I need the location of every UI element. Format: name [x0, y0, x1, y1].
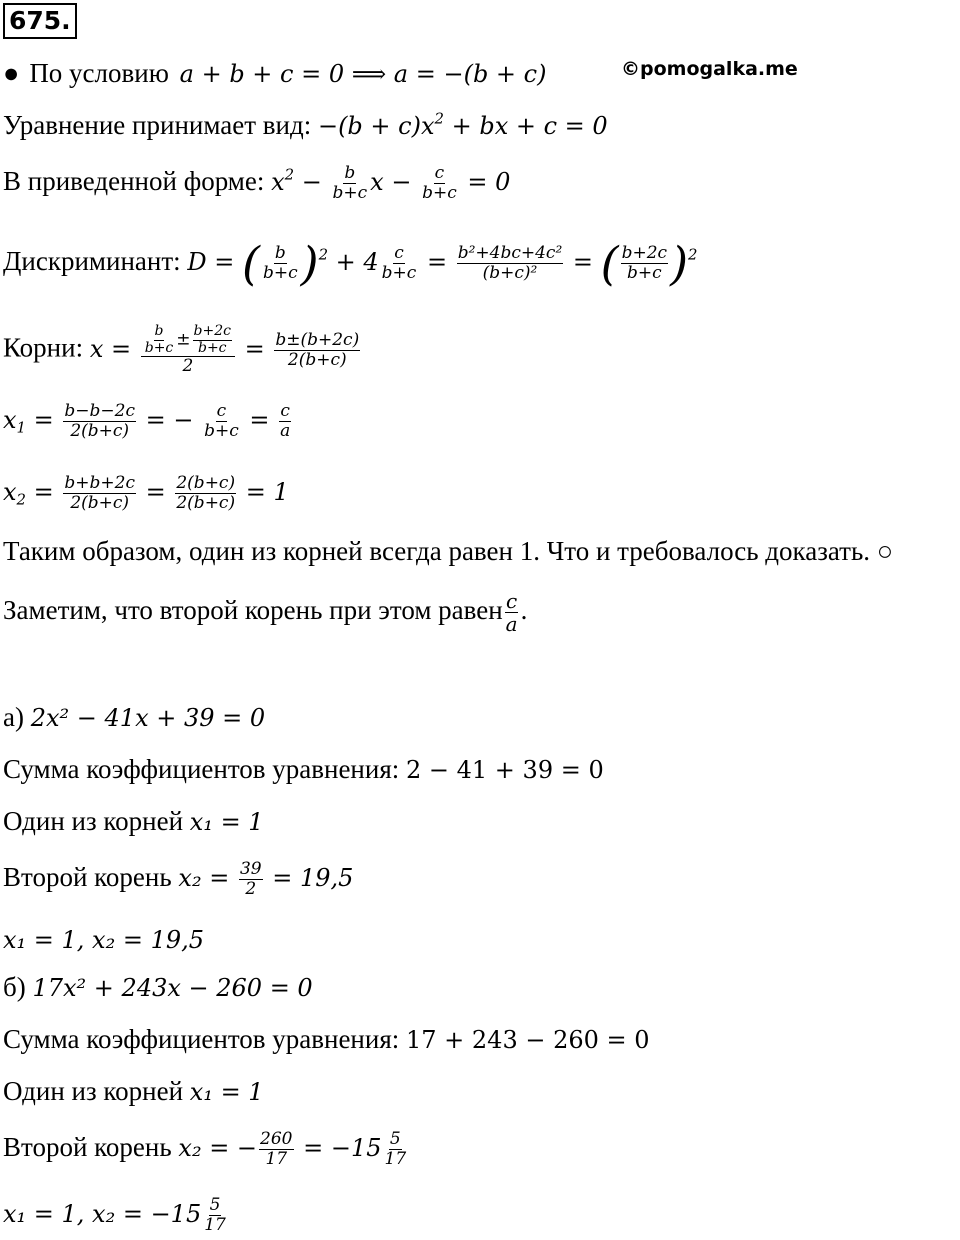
end-of-proof-icon: ○ [876, 536, 894, 566]
conclusion-text: Таким образом, один из корней всегда равен 1. Что и требовалось доказать. [3, 536, 871, 566]
fraction: $\frac{c}{a}$ [505, 589, 518, 637]
part-b-sum-text: Сумма коэффициентов уравнения: [3, 1024, 400, 1054]
fraction: $\frac{c}{b+c}$ [204, 401, 239, 442]
fraction: $\frac{c}{b+c}$ [381, 243, 417, 284]
fraction: $\frac{b-b-2c}{2(b+c)}$ [64, 401, 135, 442]
reduced-form-math: $x^2$ − $\frac{b}{b+c}$ x − $\frac{c}{b+c}$ = 0 [271, 163, 511, 204]
fraction: $\frac{b}{b+c}$ [332, 163, 368, 204]
bullet-icon: ● [3, 58, 20, 88]
equation-form-math: $-(b + c)x^2$ + bx + c = 0 [317, 109, 608, 140]
reduced-form-line [3, 164, 510, 203]
part-b-answer [3, 1196, 229, 1235]
fraction: $\frac{260}{17}$ [260, 1129, 293, 1170]
fraction: $\frac{39}{2}$ [239, 859, 262, 900]
note-text: Заметим, что второй корень при этом равен [3, 595, 503, 626]
part-a-root2-text: Второй корень [3, 862, 172, 893]
reduced-form-text: В приведенной форме: [3, 166, 265, 197]
part-b-sum-line [3, 1026, 650, 1053]
discriminant-line [3, 236, 698, 291]
part-b-equation-line [3, 974, 313, 1001]
part-b-root2-math: x₂ = − $\frac{260}{17}$ = −15 $\frac{5}{17}$ [178, 1129, 407, 1170]
x1-math: $x_1$ = $\frac{b-b-2c}{2(b+c)}$ = − $\frac{c}{b+c}$ = $\frac{c}{a}$ [3, 401, 291, 442]
discriminant-text: Дискриминант: [3, 246, 181, 277]
condition-math: a + b + c = 0 ⟹ a = −(b + c) [179, 60, 547, 88]
fraction: $\frac{2(b+c)}{2(b+c)}$ [176, 473, 236, 514]
condition-text: По условию [29, 58, 169, 88]
roots-math: x = $\frac{b}{b+c}$ ± $\frac{b+2c}{b+c}$ 2 = $\frac{b\pm(b+2c)}{2(b+c)}$ [89, 323, 360, 377]
part-b-root1-text: Один из корней [3, 1076, 184, 1106]
note-line [3, 590, 527, 636]
part-b-label: б) [3, 972, 26, 1002]
roots-line [3, 324, 362, 376]
fraction: $\frac{c}{a}$ [280, 401, 291, 442]
equation-form-line [3, 109, 608, 140]
condition-line [3, 60, 546, 87]
fraction: $\frac{b\pm(b+2c)}{2(b+c)}$ [275, 329, 360, 370]
part-a-root1-text: Один из корней [3, 806, 184, 836]
problem-number: 675. [3, 3, 77, 39]
fraction: $\frac{c}{b+c}$ [422, 163, 457, 204]
part-a-equation: 2x² − 41x + 39 = 0 [30, 704, 266, 732]
discriminant-math: D = ( $\frac{b}{b+c}$ )$^2$ + 4 $\frac{c}{b+c}$ = $\frac{\text{b²+4bc+4c²}}{\text{(b+c)²}}$ = ( $\frac{b+2c}{b+c}$ )$^2$ [187, 236, 698, 291]
x1-line [3, 402, 293, 441]
part-b-root1-line [3, 1078, 264, 1105]
part-b-root2-line [3, 1130, 409, 1169]
fraction: $\frac{b}{b+c}$ [262, 243, 298, 284]
note-dot: . [520, 595, 528, 626]
part-b-answer-math: x₁ = 1, x₂ = −15 $\frac{5}{17}$ [3, 1195, 226, 1236]
part-a-answer [3, 926, 204, 953]
part-a-root2-math: x₂ = $\frac{39}{2}$ = 19,5 [178, 859, 354, 900]
fraction: $\frac{5}{17}$ [384, 1129, 407, 1170]
part-b-equation: 17x² + 243x − 260 = 0 [32, 974, 313, 1002]
part-a-root2-line [3, 860, 353, 899]
part-b-sum-math: 17 + 243 − 260 = 0 [406, 1026, 650, 1054]
conclusion-line [3, 538, 893, 565]
part-a-root1-line [3, 808, 264, 835]
fraction: $\frac{b+2c}{b+c}$ [621, 243, 668, 284]
part-a-equation-line [3, 704, 265, 731]
fraction: $\frac{5}{17}$ [204, 1195, 226, 1236]
part-a-sum-math: 2 − 41 + 39 = 0 [406, 756, 604, 784]
part-a-label: а) [3, 702, 24, 732]
watermark: ©pomogalka.me [621, 58, 798, 80]
x2-math: $x_2$ = $\frac{b+b+2c}{2(b+c)}$ = $\frac{2(b+c)}{2(b+c)}$ = 1 [3, 473, 289, 514]
part-b-root1-math: x₁ = 1 [189, 1078, 264, 1106]
roots-text: Корни: [3, 332, 84, 363]
part-a-answer-math: x₁ = 1, x₂ = 19,5 [3, 926, 205, 954]
x2-line [3, 474, 289, 513]
equation-form-text: Уравнение принимает вид: [3, 110, 312, 140]
fraction: $\frac{b}{b+c}$ ± $\frac{b+2c}{b+c}$ 2 [141, 324, 235, 376]
fraction: $\frac{b+b+2c}{2(b+c)}$ [64, 473, 135, 514]
part-a-sum-text: Сумма коэффициентов уравнения: [3, 754, 400, 784]
part-a-sum-line [3, 756, 604, 783]
part-a-root1-math: x₁ = 1 [189, 808, 264, 836]
part-b-root2-text: Второй корень [3, 1132, 172, 1163]
fraction: $\frac{\text{b²+4bc+4c²}}{\text{(b+c)²}}$ [457, 243, 563, 284]
